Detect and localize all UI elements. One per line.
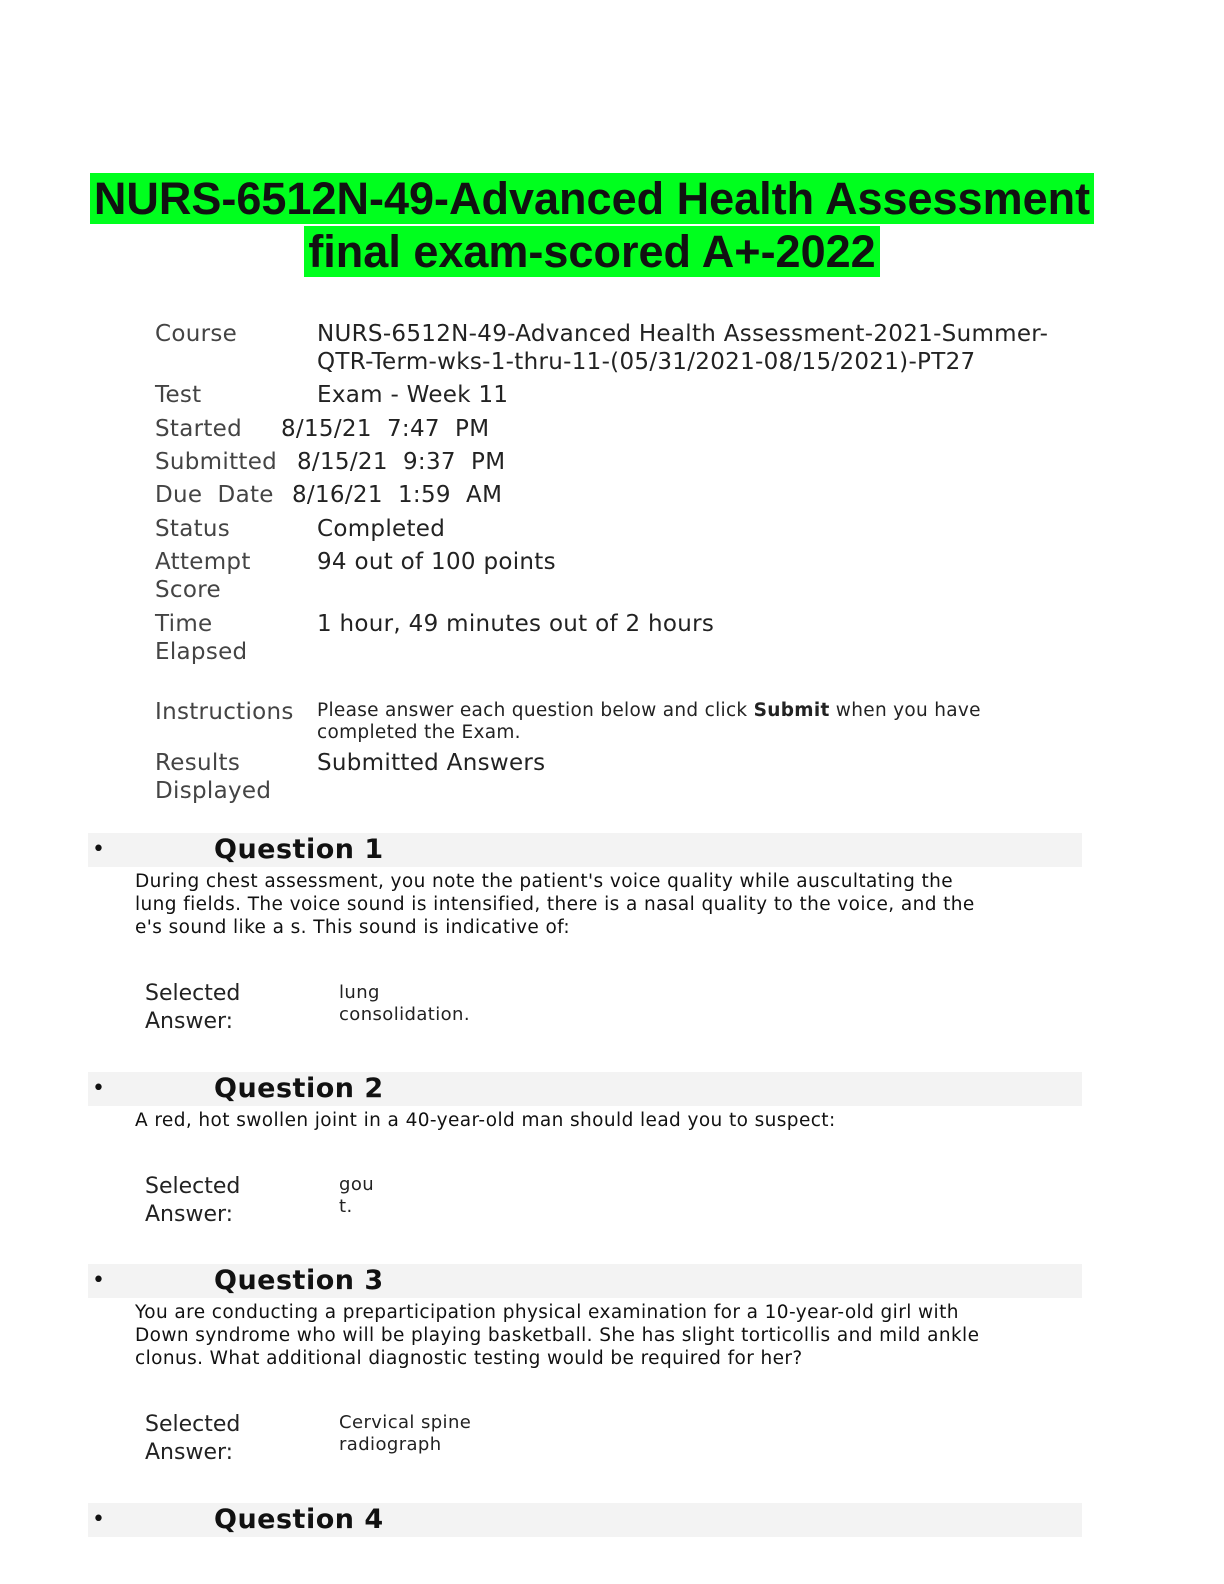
course-label: Course <box>155 321 238 347</box>
title-line-2: final exam-scored A+-2022 <box>304 226 879 277</box>
attempt-score-label-line-2: Score <box>155 577 221 603</box>
instructions-text-pre: Please answer each question below and click <box>317 700 754 721</box>
status-label: Status <box>155 516 231 542</box>
selected-answer-label-line-1: Selected <box>145 1174 241 1199</box>
question-text-line: You are conducting a preparticipation physical examination for a 10-year-old girl with <box>135 1302 959 1323</box>
started-value: 8/15/21 7:47 PM <box>281 416 490 442</box>
bullet-icon: • <box>92 1507 105 1532</box>
selected-answer-value-line: lung <box>339 982 380 1003</box>
course-value-line-2: QTR-Term-wks-1-thru-11-(05/31/2021-08/15/2021)-PT27 <box>317 349 976 375</box>
time-elapsed-label-line-1: Time <box>155 611 213 637</box>
question-title: Question 2 <box>214 1073 384 1104</box>
selected-answer-value-line: gou <box>339 1174 375 1195</box>
question-text-line: e's sound like a s. This sound is indicative of: <box>135 917 571 938</box>
started-label: Started <box>155 416 243 442</box>
status-value: Completed <box>317 516 446 542</box>
results-displayed-value: Submitted Answers <box>317 750 546 776</box>
title-line-1: NURS-6512N-49-Advanced Health Assessment <box>90 173 1094 224</box>
selected-answer-label-line-2: Answer: <box>145 1202 234 1227</box>
submitted-label: Submitted <box>155 449 278 475</box>
course-value-line-1: NURS-6512N-49-Advanced Health Assessment-2021-Summer- <box>317 321 1049 347</box>
selected-answer-value-line: Cervical spine <box>339 1412 472 1433</box>
bullet-icon: • <box>92 837 105 862</box>
question-text-line: clonus. What additional diagnostic testing would be required for her? <box>135 1348 803 1369</box>
question-text-line: A red, hot swollen joint in a 40-year-old man should lead you to suspect: <box>135 1110 836 1131</box>
due-date-label: Due Date <box>155 482 274 508</box>
instructions-submit-word: Submit <box>753 700 830 721</box>
results-displayed-label-line-1: Results <box>155 750 241 776</box>
question-text-line: lung fields. The voice sound is intensified, there is a nasal quality to the voice, and the <box>135 894 975 915</box>
selected-answer-label-line-2: Answer: <box>145 1009 234 1034</box>
instructions-label: Instructions <box>155 699 294 725</box>
selected-answer-value-line: consolidation. <box>339 1004 470 1025</box>
submitted-value: 8/15/21 9:37 PM <box>297 449 506 475</box>
question-text-line: During chest assessment, you note the patient's voice quality while auscultating the <box>135 871 954 892</box>
question-title: Question 3 <box>214 1265 384 1296</box>
test-label: Test <box>155 382 202 408</box>
instructions-value-line-1 <box>317 700 981 722</box>
question-text-line: Down syndrome who will be playing basketball. She has slight torticollis and mild ankle <box>135 1325 980 1346</box>
document-title <box>0 172 1184 278</box>
instructions-text-post: when you have <box>829 700 981 721</box>
attempt-score-value: 94 out of 100 points <box>317 549 556 575</box>
instructions-value-line-2: completed the Exam. <box>317 722 521 743</box>
bullet-icon: • <box>92 1268 105 1293</box>
selected-answer-label-line-2: Answer: <box>145 1440 234 1465</box>
selected-answer-label-line-1: Selected <box>145 1412 241 1437</box>
time-elapsed-value: 1 hour, 49 minutes out of 2 hours <box>317 611 715 637</box>
question-title: Question 1 <box>214 834 384 865</box>
selected-answer-value-line: t. <box>339 1196 353 1217</box>
time-elapsed-label-line-2: Elapsed <box>155 639 248 665</box>
results-displayed-label-line-2: Displayed <box>155 778 272 804</box>
selected-answer-label-line-1: Selected <box>145 981 241 1006</box>
question-title: Question 4 <box>214 1504 384 1535</box>
due-date-value: 8/16/21 1:59 AM <box>292 482 503 508</box>
test-value: Exam - Week 11 <box>317 382 509 408</box>
selected-answer-value-line: radiograph <box>339 1434 442 1455</box>
bullet-icon: • <box>92 1076 105 1101</box>
attempt-score-label-line-1: Attempt <box>155 549 251 575</box>
